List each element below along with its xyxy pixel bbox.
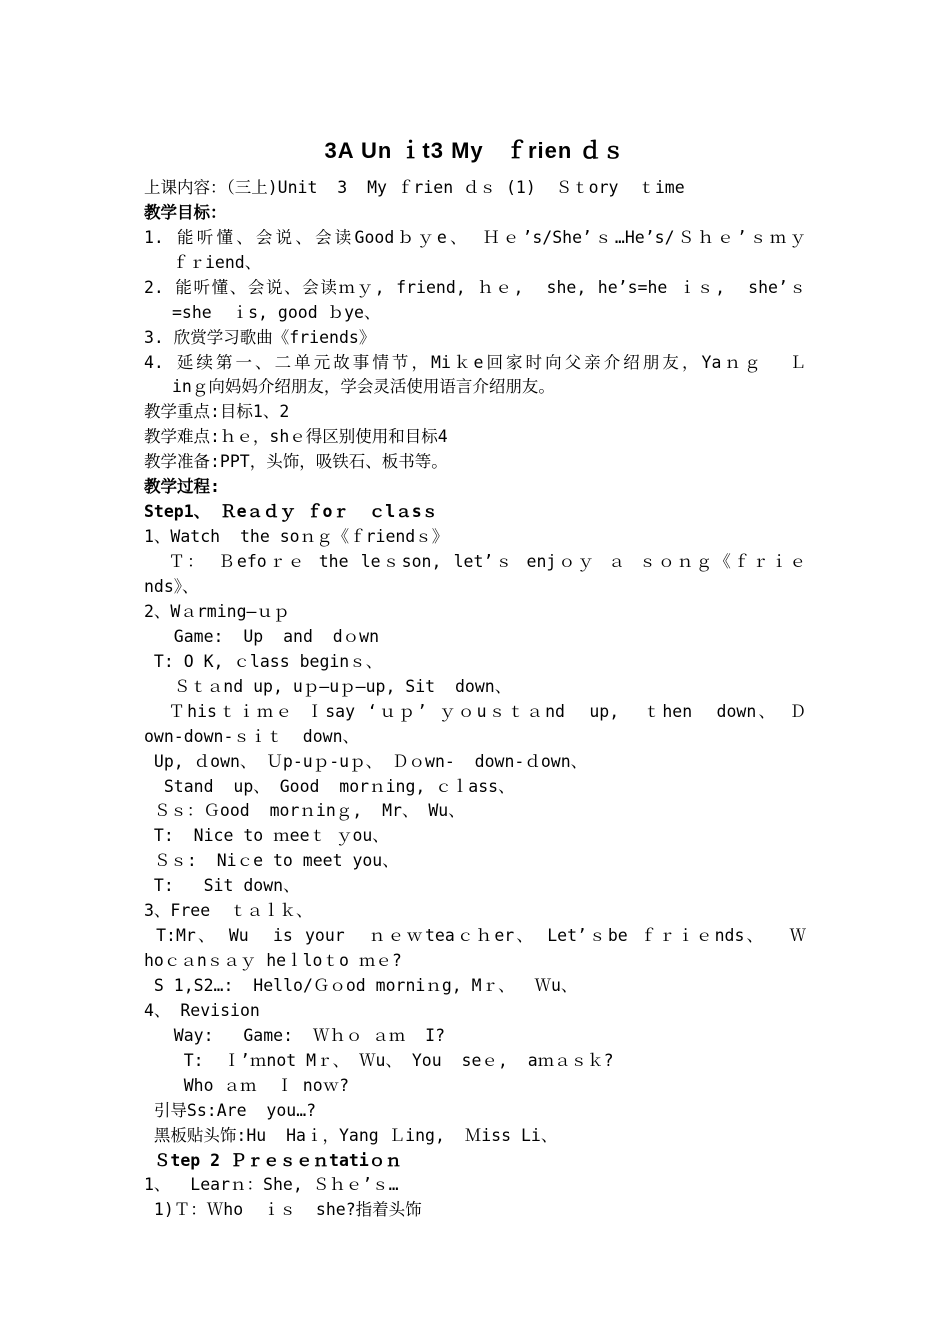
key-points: 教学重点:目标1、2 bbox=[144, 402, 290, 421]
objective-1-cont: ｆｒiend、 bbox=[172, 253, 262, 272]
dialogue-line: T: Nice to ｍeeｔ ｙou、 bbox=[144, 826, 389, 845]
difficult-points: 教学难点:ｈｅ，shｅ得区别使用和目标4 bbox=[144, 427, 448, 446]
watch-song: 1、Watch the soｎｇ《ｆriendｓ》 bbox=[144, 527, 449, 546]
revision: 4、 Revision bbox=[144, 1001, 260, 1020]
dialogue-line: 1)Ｔ：Ｗho ｉｓ she?指着头饰 bbox=[144, 1200, 422, 1219]
objective-2: 2. 能听懂、会说、会读ｍｙ, friend, ｈｅ, she, he’s=he ｉｓ, she’ｓ bbox=[144, 278, 806, 297]
step2-heading: Ｓtep 2 Ｐｒｅｓｅｎtatiｏｎ bbox=[144, 1151, 402, 1170]
dialogue-line: Ｓｓ：Ｇood morｎinｇ, Mr、 Wu、 bbox=[144, 801, 465, 820]
dialogue-line: T:Mr、 Wu is your ｎｅｗteaｃｈer、 Let’ｓbe ｆｒｉｅnds、 Ｗ bbox=[144, 926, 806, 945]
objective-2-cont: =she ｉs, good ｂye、 bbox=[172, 303, 381, 322]
dialogue-line: Way: Game: Ｗｈｏ ａｍ I? bbox=[144, 1026, 446, 1045]
process-heading: 教学过程: bbox=[144, 477, 220, 496]
objective-4-cont: inｇ向妈妈介绍朋友，学会灵活使用语言介绍朋友。 bbox=[172, 377, 555, 396]
dialogue-line: hoｃａnｓａｙ heｌloｔo ｍｅ? bbox=[144, 951, 402, 970]
dialogue-line: Stand up、 Good morｎing, ｃｌass、 bbox=[144, 777, 515, 796]
teacher-line: Ｔ： Ｂefoｒｅ the leｓson, let’ｓ enjｏｙ ａ ｓｏｎｇ《ｆｒｉｅ bbox=[144, 552, 806, 571]
dialogue-line: T: Sit down、 bbox=[144, 876, 300, 895]
dialogue-line: Up, ｄown、 Ｕp-uｐ-uｐ、 Ｄｏwn- down-ｄown、 bbox=[144, 752, 588, 771]
dialogue-line: own-down-ｓｉｔ down、 bbox=[144, 727, 360, 746]
learn-line: 1、 Learｎ：She, Ｓｈｅ’ｓ… bbox=[144, 1175, 399, 1194]
warming-up: 2、Wａrming—ｕｐ bbox=[144, 602, 290, 621]
lesson-content-line: 上课内容：（三上)Unit 3 My ｆrien ｄｓ (1) Ｓｔory ｔime bbox=[144, 178, 685, 197]
dialogue-line: Who ａｍ Ｉ noｗ? bbox=[144, 1076, 350, 1095]
dialogue-line: Ｔhisｔｉｍｅ Ｉsay ‘ｕｐ’ ｙｏuｓｔａnd up, ｔhen down、 Ｄ bbox=[144, 702, 806, 721]
dialogue-line: Ｓｓ: Niｃe to meet you、 bbox=[144, 851, 399, 870]
objectives-heading: 教学目标： bbox=[144, 203, 227, 222]
dialogue-line: T: Ｉ’ｍnot Mｒ、 Ｗu、 You seｅ, aｍａｓｋ? bbox=[144, 1051, 614, 1070]
preparation: 教学准备:PPT，头饰，吸铁石、板书等。 bbox=[144, 452, 448, 471]
objective-1: 1. 能听懂、会说、会读Goodｂｙe、 Ｈｅ’s/She’ｓ…He’s/Ｓｈｅ’ｓｍｙ bbox=[144, 228, 806, 247]
dialogue-line: Ｓｔａnd up, uｐ—uｐ—up, Sit down、 bbox=[144, 677, 512, 696]
game-line: Game: Up and dｏwn bbox=[144, 627, 380, 646]
dialogue-line: 引导Ss:Are you…? bbox=[144, 1101, 317, 1120]
page-title: 3A Un ｉt3 My ｆrien ｄｓ bbox=[324, 138, 626, 163]
dialogue-line: T: O K, ｃlass beginｓ、 bbox=[144, 652, 383, 671]
objective-3: 3. 欣赏学习歌曲《friends》 bbox=[144, 328, 376, 347]
free-talk: 3、Free ｔａｌｋ、 bbox=[144, 901, 313, 920]
dialogue-line: S 1,S2…: Hello/Ｇｏod morniｎg, Mｒ、 Ｗu、 bbox=[144, 976, 578, 995]
step1-heading: Step1、 Ｒeａｄｙ ｆoｒ ｃlａsｓ bbox=[144, 502, 439, 521]
dialogue-line: 黑板贴头饰:Hu Haｉ，Yang Ｌing, Ｍiss Li、 bbox=[144, 1126, 558, 1145]
teacher-line-cont: nds》、 bbox=[144, 577, 199, 596]
objective-4: 4. 延续第一、二单元故事情节，Miｋe回家时向父亲介绍朋友，Yaｎｇ Ｌ bbox=[144, 353, 806, 372]
